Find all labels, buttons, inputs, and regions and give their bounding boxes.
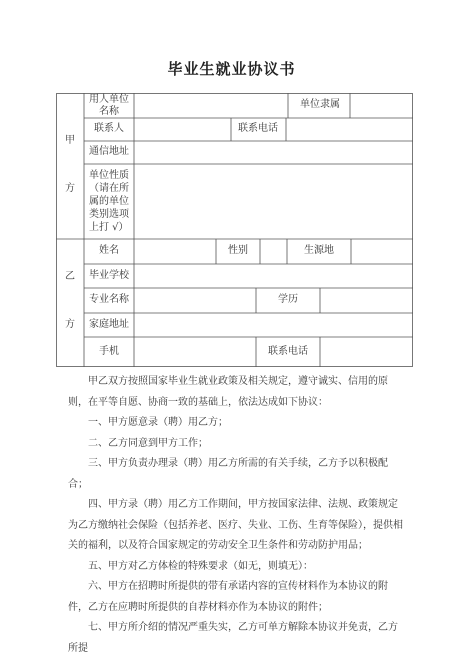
terms-intro: 甲乙双方按照国家毕业生就业政策及相关规定，遵守诚实、信用的原则，在平等自愿、协商一致的基础上，依法达成如下协议： bbox=[68, 376, 388, 408]
term-item-7: 七、甲方所介绍的情况严重失实，乙方可单方解除本协议并免责，乙方所提 bbox=[68, 622, 398, 654]
affiliation-label: 单位隶属 bbox=[300, 99, 340, 110]
contact-person-label: 联系人 bbox=[94, 123, 124, 134]
employer-type-label: 单位性质（请在所属的单位类别选项上打 √） bbox=[89, 170, 129, 233]
major-label: 专业名称 bbox=[89, 294, 129, 305]
student-name-label: 姓名 bbox=[99, 245, 119, 256]
term-item-2: 二、乙方同意到甲方工作； bbox=[88, 437, 208, 449]
term-item-1: 一、甲方愿意录（聘）用乙方； bbox=[88, 417, 228, 428]
party-b-phone-label: 联系电话 bbox=[268, 346, 308, 357]
home-address-label: 家庭地址 bbox=[89, 319, 129, 330]
party-b-side-label-1: 乙 bbox=[65, 271, 75, 282]
term-item-4: 四、甲方录（聘）用乙方工作期间，甲方按国家法律、法规、政策规定为乙方缴纳社会保险（包括养老、医疗、失业、工伤、生育等保险），提供相关的福利，以及符合国家规定的劳动安全卫生条件和劳动防护用品； bbox=[68, 499, 403, 551]
mailing-address-label: 通信地址 bbox=[89, 146, 129, 157]
party-a-phone-label: 联系电话 bbox=[238, 123, 278, 134]
document-title: 毕业生就业协议书 bbox=[167, 60, 296, 78]
mobile-label: 手机 bbox=[99, 346, 119, 357]
party-a-side-label-1: 甲 bbox=[65, 135, 75, 146]
party-b-side-label-2: 方 bbox=[65, 319, 75, 330]
degree-label: 学历 bbox=[278, 294, 298, 305]
student-origin-label: 生源地 bbox=[304, 245, 334, 256]
party-a-side-label-2: 方 bbox=[65, 183, 75, 194]
term-item-6: 六、甲方在招聘时所提供的带有承诺内容的宣传材料作为本协议的附件，乙方在应聘时所提供的自荐材料亦作为本协议的附件； bbox=[68, 581, 388, 613]
agreement-terms bbox=[68, 372, 407, 659]
term-item-5: 五、甲方对乙方体检的特殊要求（如无，则填无）： bbox=[88, 560, 313, 572]
agreement-form-table bbox=[56, 93, 413, 367]
gender-label: 性别 bbox=[228, 245, 248, 256]
term-item-3: 三、甲方负责办理录（聘）用乙方所需的有关手续，乙方予以积极配合； bbox=[68, 458, 388, 490]
employer-name-label: 用人单位名称 bbox=[89, 94, 129, 117]
graduate-school-label: 毕业学校 bbox=[89, 270, 129, 281]
